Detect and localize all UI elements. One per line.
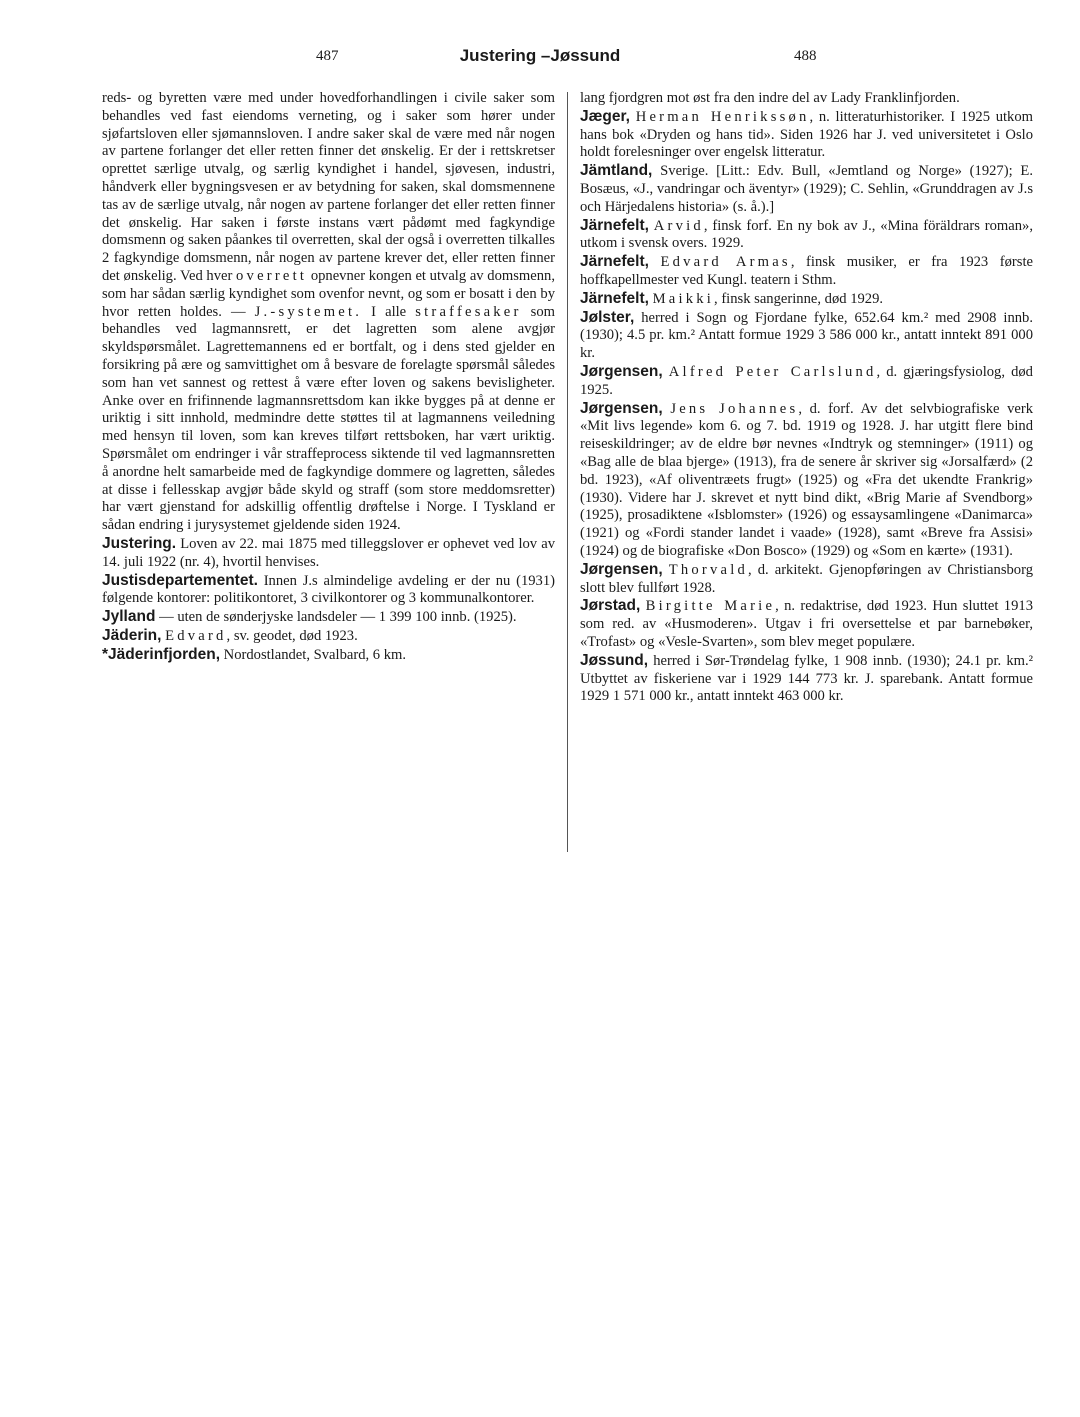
- page-number-right: 488: [794, 48, 817, 64]
- entry-jorgensen-alfred: Jørgensen, Alfred Peter Carlslund, d. gjæringsfysiolog, død 1925.: [580, 362, 1033, 398]
- spaced-term: straffesaker: [415, 303, 522, 320]
- entry-jamtland: Jämtland, Sverige. [Litt.: Edv. Bull, «Jemtland og Norge» (1927); E. Bosæus, «J., vandringar och äventyr» (1929); C. Sehlin, «Grunddragen av J.s och Härjedalens historia» (s. å.).]: [580, 162, 1033, 215]
- right-column: [580, 90, 1033, 706]
- left-column: [102, 90, 555, 665]
- entry-jorgensen-thorvald: Jørgensen, Thorvald, d. arkitekt. Gjenopføringen av Christiansborg slott blev fullført 1928.: [580, 560, 1033, 596]
- headword: Jøssund,: [580, 651, 649, 669]
- headword: Justering.: [102, 534, 177, 552]
- page-number-left: 487: [316, 48, 339, 64]
- headword: Jørstad,: [580, 597, 641, 615]
- headword: Jäderin,: [102, 626, 162, 644]
- headword: Jylland: [102, 608, 156, 626]
- spaced-term: overrett: [236, 267, 308, 284]
- headword: Justisdepartementet.: [102, 571, 258, 589]
- entry-continuation-jaderinfjorden: lang fjordgren mot øst fra den indre del av Lady Franklinfjorden.: [580, 90, 960, 106]
- headword: Jämtland,: [580, 162, 653, 180]
- spaced-name: Jens Johannes: [670, 400, 799, 417]
- entry-jarnefelt-edvard: Järnefelt, Edvard Armas, finsk musiker, er fra 1923 første hoffkapellmester ved Kungl. teatern i Sthm.: [580, 253, 1033, 288]
- spaced-name: Arvid: [653, 217, 704, 234]
- headword: Järnefelt,: [580, 289, 649, 307]
- entry-jorstad: Jørstad, Birgitte Marie, n. redaktrise, død 1923. Hun sluttet 1913 som red. av «Husmoderen». Utgav i fri oversettelse et par barnebøker, «Trofast» og «Vesle-Svarten», som blev meget populære.: [580, 597, 1033, 650]
- entry-jaeger: Jæger, Herman Henrikssøn, n. litteraturhistoriker. I 1925 utkom hans bok «Dryden og hans tid». Siden 1926 har J. ved universitetet i Oslo holdt forelesninger over engelsk litteratur.: [580, 107, 1033, 161]
- headword: Jæger,: [580, 107, 630, 125]
- headword: *Jäderinfjorden,: [102, 645, 220, 663]
- spaced-name: Thorvald: [668, 561, 748, 578]
- spaced-term: J.-systemet.: [254, 303, 363, 320]
- entry-justisdepartementet: Justisdepartementet. Innen J.s almindelige avdeling er der nu (1931) følgende kontorer: politikontoret, 3 civilkontorer og 3 kommunalkontorer.: [102, 571, 555, 607]
- headword: Jørgensen,: [580, 399, 663, 417]
- entry-jossund: Jøssund, herred i Sør-Trøndelag fylke, 1 908 innb. (1930); 24.1 pr. km.² Utbyttet av fiskeriene var i 1929 144 773 kr. J. sparebank. Antatt formue 1929 1 571 000 kr., antatt inntekt 463 000 kr.: [580, 651, 1033, 705]
- running-title: Justering –Jøssund: [459, 46, 621, 65]
- column-divider: [567, 92, 568, 852]
- headword: Jølster,: [580, 308, 635, 326]
- spaced-name: Birgitte Marie: [645, 598, 776, 615]
- spaced-name: Herman Henrikssøn: [635, 108, 810, 125]
- entry-justering: Justering. Loven av 22. mai 1875 med tilleggslover er ophevet ved lov av 14. juli 1922 (nr. 4), hvortil henvises.: [102, 534, 555, 570]
- entry-jylland: Jylland — uten de sønderjyske landsdeler — 1 399 100 innb. (1925).: [102, 608, 517, 626]
- headword: Järnefelt,: [580, 216, 649, 234]
- spaced-name: Alfred Peter Carlslund: [668, 363, 877, 380]
- entry-jolster: Jølster, herred i Sogn og Fjordane fylke, 652.64 km.² med 2908 innb. (1930); 4.5 pr. km.² Antatt formue 1929 3 586 000 kr., antatt inntekt 891 000 kr.: [580, 308, 1033, 362]
- headword: Jørgensen,: [580, 560, 663, 578]
- headword: Järnefelt,: [580, 253, 649, 271]
- spaced-name: Edvard: [165, 627, 227, 644]
- page-header: [0, 44, 1080, 74]
- entry-continuation-lagmannsrett: reds- og byretten være med under hovedforhandlingen i civile saker som behandles ved fast eiendoms verneting, og i saker som hører under sjøfartsloven eller sjømannsloven. I andre saker skal de være med når nogen av partene forlanger det eller retten finner det ønskelig. Er der i rettskretser oprettet særlige utvalg, og særlig kyndighet i handel, sjøvesen, industri, håndverk eller bygningsvesen er av betydning for saken, skal domsmennene tas av de særlige utvalg, når nogen av partene forlanger det eller retten finner det ønskelig. Har saken i første instans vært pådømt med fagkyndige domsmenn og saken påankes til overretten, skal der også i overretten tilkalles 2 fagkyndige domsmenn, når nogen av partene krever det, eller retten finner det ønskelig. Ved hver overrett opnevner kongen et utvalg av domsmenn, som har sådan særlig kyndighet som ovenfor nevnt, og som er bosatt i den by hvor retten holdes. — J.-systemet. I alle straffesaker som behandles ved lagmannsrett, er det lagretten som alene avgjør skyldspørsmålet. Lagrettemannens ed er bortfalt, og i dens sted gjelder en forsikring på ære og samvittighet om å besvare de forelagte spørsmål således som han vet sannest og rettest å være efter loven og sakens bevisligheter. Anke over en frifinnende lagmannsrettsdom kan ikke bygges på at denne er uriktig i sitt innhold, medmindre dette støttes til at lagmannens veiledning med hensyn til loven, som kan kreves tilført rettsboken, har vært uriktig. Spørsmålet om endringer i vår straffeprocess siktende til ved lagmannsretten å anordne helt samarbeide med de fagkyndige dommere og lagretten, således at disse i fellesskap avgjør både skyld og straff (som store meddomsretter) har vært gjenstand for adskillig offentlig drøftelse i Norge. I Tyskland er sådan endring i jurysystemet gjeldende siden 1924.: [102, 90, 555, 534]
- entry-jarnefelt-maikki: Järnefelt, Maikki, finsk sangerinne, død 1929.: [580, 289, 884, 307]
- entry-jaderin: Jäderin, Edvard, sv. geodet, død 1923.: [102, 626, 358, 644]
- entry-jorgensen-jens: Jørgensen, Jens Johannes, d. forf. Av det selvbiografiske verk «Mit livs legende» kom 6. og 7. bd. 1919 og 1928. J. har utgitt flere bind reiseskildringer; av de eldre bør nevnes «Indtryk og stemninger» (1911) og «Bag alle de blaa bjerge» (1913), fra de senere år skriver sig «Jorsalfærd» (2 bd. 1923), «Af oliventræets frugt» (1925) og «Fra det ukendte Frankrig» (1930). Videre har J. skrevet et nytt bind dikt, «Brig Marie af Svendborg» (1925), prosadiktene «Isblomster» (1926) og essaysamlingene «Danimarca» (1921) og «Fordi stander landet i vaade» (1928), samt «Breve fra Assisi» (1924) og de biografiske «Don Bosco» (1929) og «Som en kærte» (1931).: [580, 399, 1034, 559]
- entry-jaderinfjorden: *Jäderinfjorden, Nordostlandet, Svalbard, 6 km.: [102, 645, 407, 663]
- entry-jarnefelt-arvid: Järnefelt, Arvid, finsk forf. En ny bok av J., «Mina föräldrars roman», utkom i svensk overs. 1929.: [580, 216, 1033, 252]
- spaced-name: Maikki: [652, 290, 715, 307]
- spaced-name: Edvard Armas: [660, 254, 791, 271]
- headword: Jørgensen,: [580, 362, 663, 380]
